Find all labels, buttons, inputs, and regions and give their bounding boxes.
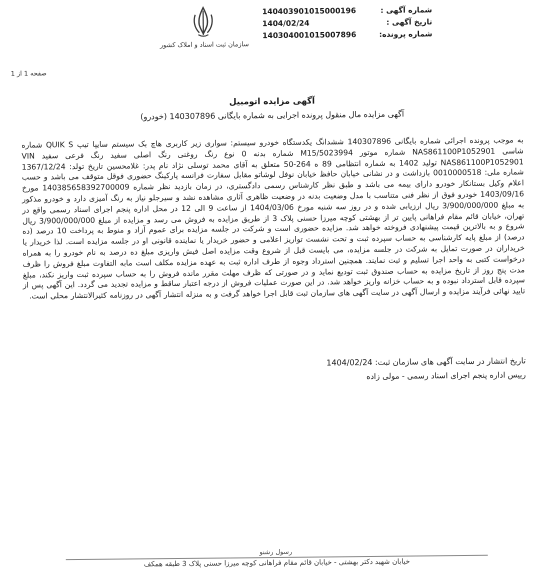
case-number-row [262, 28, 432, 42]
organization-name: سازمان ثبت اسناد و املاک کشور [156, 40, 252, 50]
footer-mark: رسول رشنو [126, 546, 426, 557]
case-number: 140304001015007896 [262, 29, 356, 42]
notice-body: به موجب پرونده اجرائی شماره بایگانی 140307896 ششدانگ یکدستگاه خودرو سیستم: سواری زیر کاربری هاچ بک سیستم سایپا تیپ QUIK S شماره شاسی NAS861100P1052901 شماره موتور M15/5023994 شماره بدنه 0 نوع رنگ روغنی رنگ اصلی سفید رنگ فرعی سفید VIN NAS861100P1052901 تولید 1402 به شماره انتظامی 89 ه 264-50 متعلق به آقای محمد توسلی نژاد نام پدر: غلامحسین تاریخ تولد: 1367/12/24 شماره ملی: 0010000518 بازداشت و در نشانی خیابان حافظ خیابان نوفل لوشاتو مقابل سفارت فرانسه پارکینگ حضوری فوقل متوقف می باشد و حسب اعلام وکیل بستانکار خودرو دارای بیمه می باشد و طبق نظر کارشناس رسمی دادگستری، در زمان بازدید نظر شماره 140385658392700009 مورخ 1403/09/16 خودرو فوق از نظر فنی متناسب با مدل وضعیت بدنه در وضعیت ظاهری آثاری مشاهده نشد و سیرجلو نیاز به رنگ آمیزی دارد و خودرو مذکور به مبلغ 3/900/000/000 ریال ارزیابی شده و در روز سه شنبه مورخ 1404/03/06 از ساعت 9 الی 12 در محل اداره پنجم اجرای اسناد رسمی واقع در تهران، خیابان قائم مقام فراهانی پایین تر از بهشتی کوچه میرزا حسنی پلاک 3 از طریق مزایده به فروش می رسد و مزایده از مبلغ 3/900/000/000 ریال شروع و به بالاترین قیمت پیشنهادی فروخته خواهد شد. مزایده حضوری است و شرکت در جلسه مزایده برای عموم آزاد و منوط به پرداخت 10 درصد (ده درصد) از مبلغ پایه کارشناسی به حساب سپرده ثبت و تحت نشست تواریز اعلامی و حضور خریدار یا نماینده قانونی او در جلسه مزایده است. لذا خریدار یا خریداران در صورت تمایل به شرکت در جلسه مزایده، می بایست قبل از شروع وقت مزایده اصل فیش واریزی مبلغ ده درصد به نام خودرو را به همراه درخواست کتبی به واحد اجرا تسلیم و ثبت نمایند. همچنین استرداد وجوه از طرف اداره ثبت به عهده مزایده مکلف است مابه التفاوت مبلغ فروش را ظرف مدت پنج روز از تاریخ مزایده به حساب صندوق ثبت تودیع نماید و در صورتی که ظرف مهلت مقرر مانده فروش را به حساب سپرده ثبت واریز نکند، مبلغ سپرده قابل استرداد نبوده و به حساب خزانه واریز خواهد شد. در این صورت عملیات فروش از درجه اعتبار ساقط و مزایده تجدید می گردد. این آگهی پس از تایید نهائی فرآیند مزایده و ارسال آگهی در سایت آگهی های سازمان ثبت قابل اجرا خواهد گرفت و به منزله انتشار آگهی در روزنامه کثیرالانتشار محلی است. [21, 135, 525, 302]
notice-title: آگهی مزایده اتومبیل [61, 95, 483, 109]
meta-label: شماره آگهی : [380, 4, 432, 17]
national-emblem-icon [186, 5, 220, 39]
signature-line: رییس اداره پنجم اجرای اسناد رسمی - مولی زاده [24, 370, 526, 384]
meta-label: شماره پرونده: [379, 28, 432, 41]
notice-date: 1404/02/24 [262, 18, 309, 30]
notice-number: 140403901015000196 [262, 5, 356, 18]
meta-label: تاریخ آگهی : [386, 16, 432, 28]
notice-subtitle: آگهی مزایده مال منقول پرونده اجرایی به شماره بایگانی 140307896 (خودرو) [21, 108, 523, 122]
notice-meta [262, 4, 432, 42]
publish-date: تاریخ انتشار در سایت آگهی های سازمان ثبت: 1404/02/24 [24, 356, 526, 370]
footer-address: خیابان شهید دکتر بهشتی - خیابان قائم مقام فراهانی کوچه میرزا حسنی پلاک 3 طبقه همکف [26, 556, 528, 569]
page-indicator: صفحه 1 از 1 [11, 69, 47, 77]
